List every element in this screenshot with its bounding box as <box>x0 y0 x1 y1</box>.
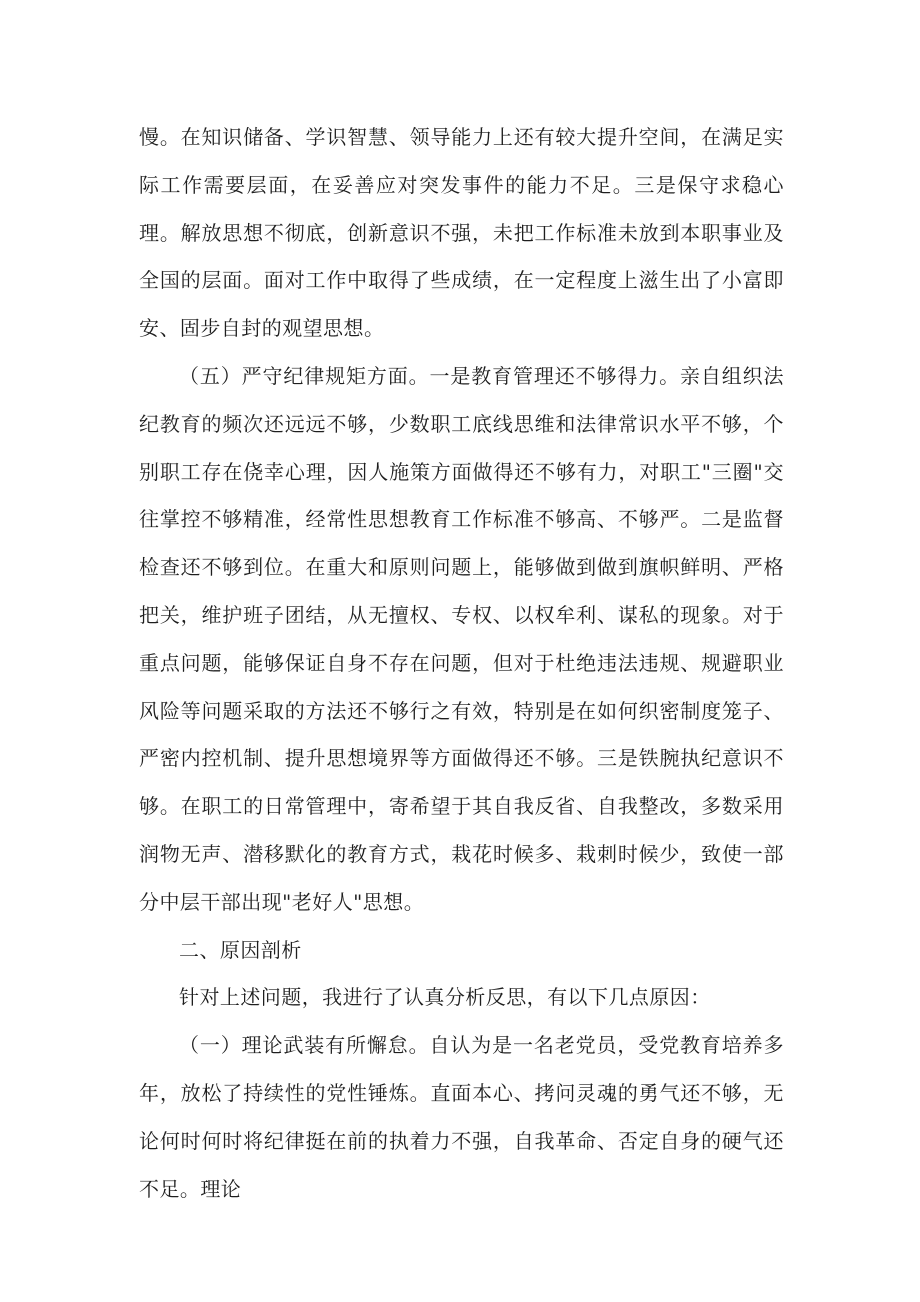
paragraph-theory-armament: （一）理论武装有所懈怠。自认为是一名老党员，受党教育培养多年，放松了持续性的党性锤炼。直面本心、拷问灵魂的勇气还不够，无论何时何时将纪律挺在前的执着力不强，自我革命、否定自身的硬气还不足。理论 <box>139 1033 784 1201</box>
paragraph-continuation: 慢。在知识储备、学识智慧、领导能力上还有较大提升空间，在满足实际工作需要层面，在妥善应对突发事件的能力不足。三是保守求稳心理。解放思想不彻底，创新意识不强，未把工作标准未放到本职事业及全国的层面。面对工作中取得了些成绩，在一定程度上滋生出了小富即安、固步自封的观望思想。 <box>139 125 784 341</box>
document-body <box>139 114 784 1213</box>
paragraph-discipline-section: （五）严守纪律规矩方面。一是教育管理还不够得力。亲自组织法纪教育的频次还远远不够，少数职工底线思维和法律常识水平不够，个别职工存在侥幸心理，因人施策方面做得还不够有力，对职工"三圈"交往掌控不够精准，经常性思想教育工作标准不够高、不够严。二是监督检查还不够到位。在重大和原则问题上，能够做到做到旗帜鲜明、严格把关，维护班子团结，从无擅权、专权、以权牟利、谋私的现象。对于重点问题，能够保证自身不存在问题，但对于杜绝违法违规、规避职业风险等问题采取的方法还不够行之有效，特别是在如何织密制度笼子、严密内控机制、提升思想境界等方面做得还不够。三是铁腕执纪意识不够。在职工的日常管理中，寄希望于其自我反省、自我整改，多数采用润物无声、潜移默化的教育方式，栽花时候多、栽刺时候少，致使一部分中层干部出现"老好人"思想。 <box>139 363 784 914</box>
paragraph-analysis-intro: 针对上述问题，我进行了认真分析反思，有以下几点原因： <box>179 985 711 1010</box>
section-heading-cause-analysis: 二、原因剖析 <box>179 937 302 962</box>
